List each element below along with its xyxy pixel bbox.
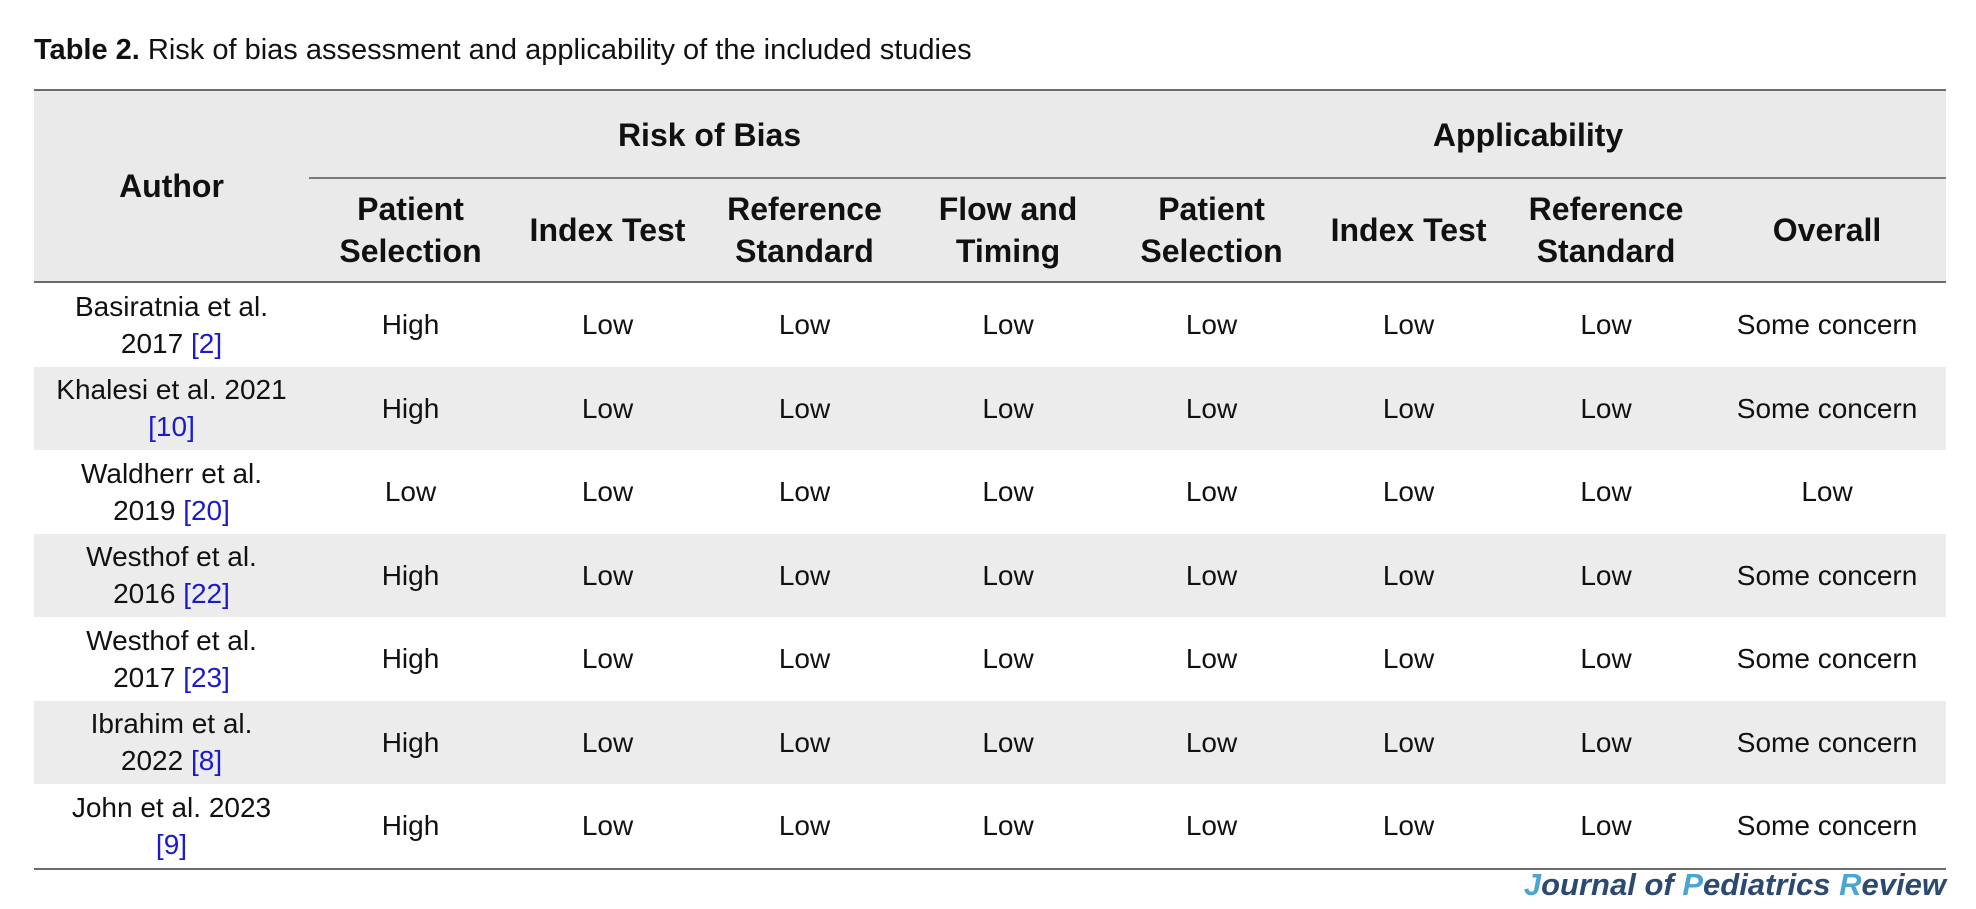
rob-reference-standard-cell: Low <box>703 784 906 869</box>
header-group-row <box>34 90 1946 178</box>
app-index-test-cell: Low <box>1313 367 1504 451</box>
app-overall-cell: Some concern <box>1708 701 1946 785</box>
app-reference-standard-cell: Low <box>1504 367 1708 451</box>
app-reference-standard-cell: Low <box>1580 476 1632 508</box>
rob-patient-selection-cell: High <box>309 534 512 618</box>
rob-index-test-cell: Low <box>512 534 703 618</box>
rob-index-test-cell: Low <box>512 367 703 451</box>
header-app-overall: Overall <box>1708 178 1946 282</box>
rob-index-test-cell: Low <box>581 309 634 341</box>
rob-reference-standard-cell: Low <box>703 367 906 451</box>
author-cell: Westhof et al. 2016 [22] <box>34 534 309 618</box>
app-patient-selection-cell: Low <box>1110 784 1313 869</box>
app-index-test-cell: Low <box>1382 309 1435 341</box>
table-row <box>34 617 1946 701</box>
header-column-row <box>34 178 1946 282</box>
header-app-patient-selection: Patient Selection <box>1110 178 1313 282</box>
header-app-reference-standard: Reference Standard <box>1504 178 1708 282</box>
author-cell: John et al. 2023 [9] <box>34 784 309 869</box>
rob-flow-and-timing-cell: Low <box>982 643 1034 675</box>
app-overall-cell: Some concern <box>1736 309 1918 341</box>
rob-flow-and-timing-cell: Low <box>906 534 1110 618</box>
rob-flow-and-timing-cell: Low <box>906 367 1110 451</box>
table-row <box>34 282 1946 367</box>
table-row <box>34 450 1946 534</box>
app-patient-selection-cell: Low <box>1110 534 1313 618</box>
table-body <box>34 282 1946 869</box>
app-index-test-cell: Low <box>1313 534 1504 618</box>
app-reference-standard-cell: Low <box>1504 534 1708 618</box>
risk-of-bias-table <box>34 89 1946 870</box>
app-patient-selection-cell: Low <box>1185 643 1238 675</box>
header-rob-reference-standard: Reference Standard <box>703 178 906 282</box>
table-caption <box>34 32 972 68</box>
app-reference-standard-cell: Low <box>1504 701 1708 785</box>
table-row <box>34 367 1946 451</box>
header-group-applicability: Applicability <box>1110 90 1946 178</box>
rob-patient-selection-cell: High <box>309 784 512 869</box>
table-caption-text: Risk of bias assessment and applicability of the included studies <box>139 34 972 66</box>
reference-link[interactable]: [9] <box>155 828 188 860</box>
author-cell: Basiratnia et al. 2017 [2] <box>75 290 268 359</box>
rob-index-test-cell: Low <box>581 643 634 675</box>
table-row <box>34 701 1946 785</box>
app-overall-cell: Low <box>1801 476 1853 508</box>
rob-reference-standard-cell: Low <box>703 534 906 618</box>
author-cell: Khalesi et al. 2021 [10] <box>34 367 309 451</box>
app-patient-selection-cell: Low <box>1185 476 1238 508</box>
author-cell: Westhof et al. 2017 [23] <box>86 624 257 693</box>
rob-patient-selection-cell: Low <box>384 476 437 508</box>
app-index-test-cell: Low <box>1382 476 1435 508</box>
app-reference-standard-cell: Low <box>1580 643 1632 675</box>
rob-reference-standard-cell: Low <box>778 309 831 341</box>
reference-link[interactable]: [10] <box>148 411 195 443</box>
table-row <box>34 534 1946 618</box>
app-patient-selection-cell: Low <box>1185 309 1238 341</box>
rob-flow-and-timing-cell: Low <box>906 784 1110 869</box>
app-patient-selection-cell: Low <box>1110 367 1313 451</box>
header-rob-patient-selection: Patient Selection <box>309 178 512 282</box>
app-index-test-cell: Low <box>1382 643 1435 675</box>
rob-reference-standard-cell: Low <box>703 701 906 785</box>
rob-patient-selection-cell: High <box>309 367 512 451</box>
rob-patient-selection-cell: High <box>381 309 440 341</box>
rob-reference-standard-cell: Low <box>778 643 831 675</box>
app-overall-cell: Some concern <box>1736 643 1918 675</box>
app-overall-cell: Some concern <box>1708 534 1946 618</box>
rob-index-test-cell: Low <box>512 701 703 785</box>
rob-index-test-cell: Low <box>512 784 703 869</box>
header-author: Author <box>34 90 309 282</box>
rob-reference-standard-cell: Low <box>778 476 831 508</box>
rob-flow-and-timing-cell: Low <box>906 701 1110 785</box>
app-overall-cell: Some concern <box>1708 784 1946 869</box>
header-rob-flow-and-timing: Flow and Timing <box>906 178 1110 282</box>
app-index-test-cell: Low <box>1313 784 1504 869</box>
app-patient-selection-cell: Low <box>1110 701 1313 785</box>
reference-link[interactable]: [8] <box>190 745 223 777</box>
reference-link[interactable]: [2] <box>190 327 223 359</box>
app-index-test-cell: Low <box>1313 701 1504 785</box>
table-caption-label: Table 2. <box>34 34 140 66</box>
reference-link[interactable]: [22] <box>183 578 230 610</box>
app-reference-standard-cell: Low <box>1580 309 1632 341</box>
rob-patient-selection-cell: High <box>309 701 512 785</box>
rob-patient-selection-cell: High <box>381 643 440 675</box>
rob-flow-and-timing-cell: Low <box>982 309 1034 341</box>
journal-logo: Journal of Pediatrics Review <box>1523 867 1946 902</box>
app-reference-standard-cell: Low <box>1504 784 1708 869</box>
reference-link[interactable]: [20] <box>183 494 230 526</box>
app-overall-cell: Some concern <box>1708 367 1946 451</box>
author-cell: Ibrahim et al. 2022 [8] <box>34 701 309 785</box>
rob-index-test-cell: Low <box>581 476 634 508</box>
author-cell: Waldherr et al. 2019 [20] <box>80 457 263 526</box>
header-rob-index-test: Index Test <box>512 178 703 282</box>
reference-link[interactable]: [23] <box>183 661 230 693</box>
table-row <box>34 784 1946 869</box>
rob-flow-and-timing-cell: Low <box>982 476 1034 508</box>
header-app-index-test: Index Test <box>1313 178 1504 282</box>
header-group-risk-of-bias: Risk of Bias <box>309 90 1110 178</box>
